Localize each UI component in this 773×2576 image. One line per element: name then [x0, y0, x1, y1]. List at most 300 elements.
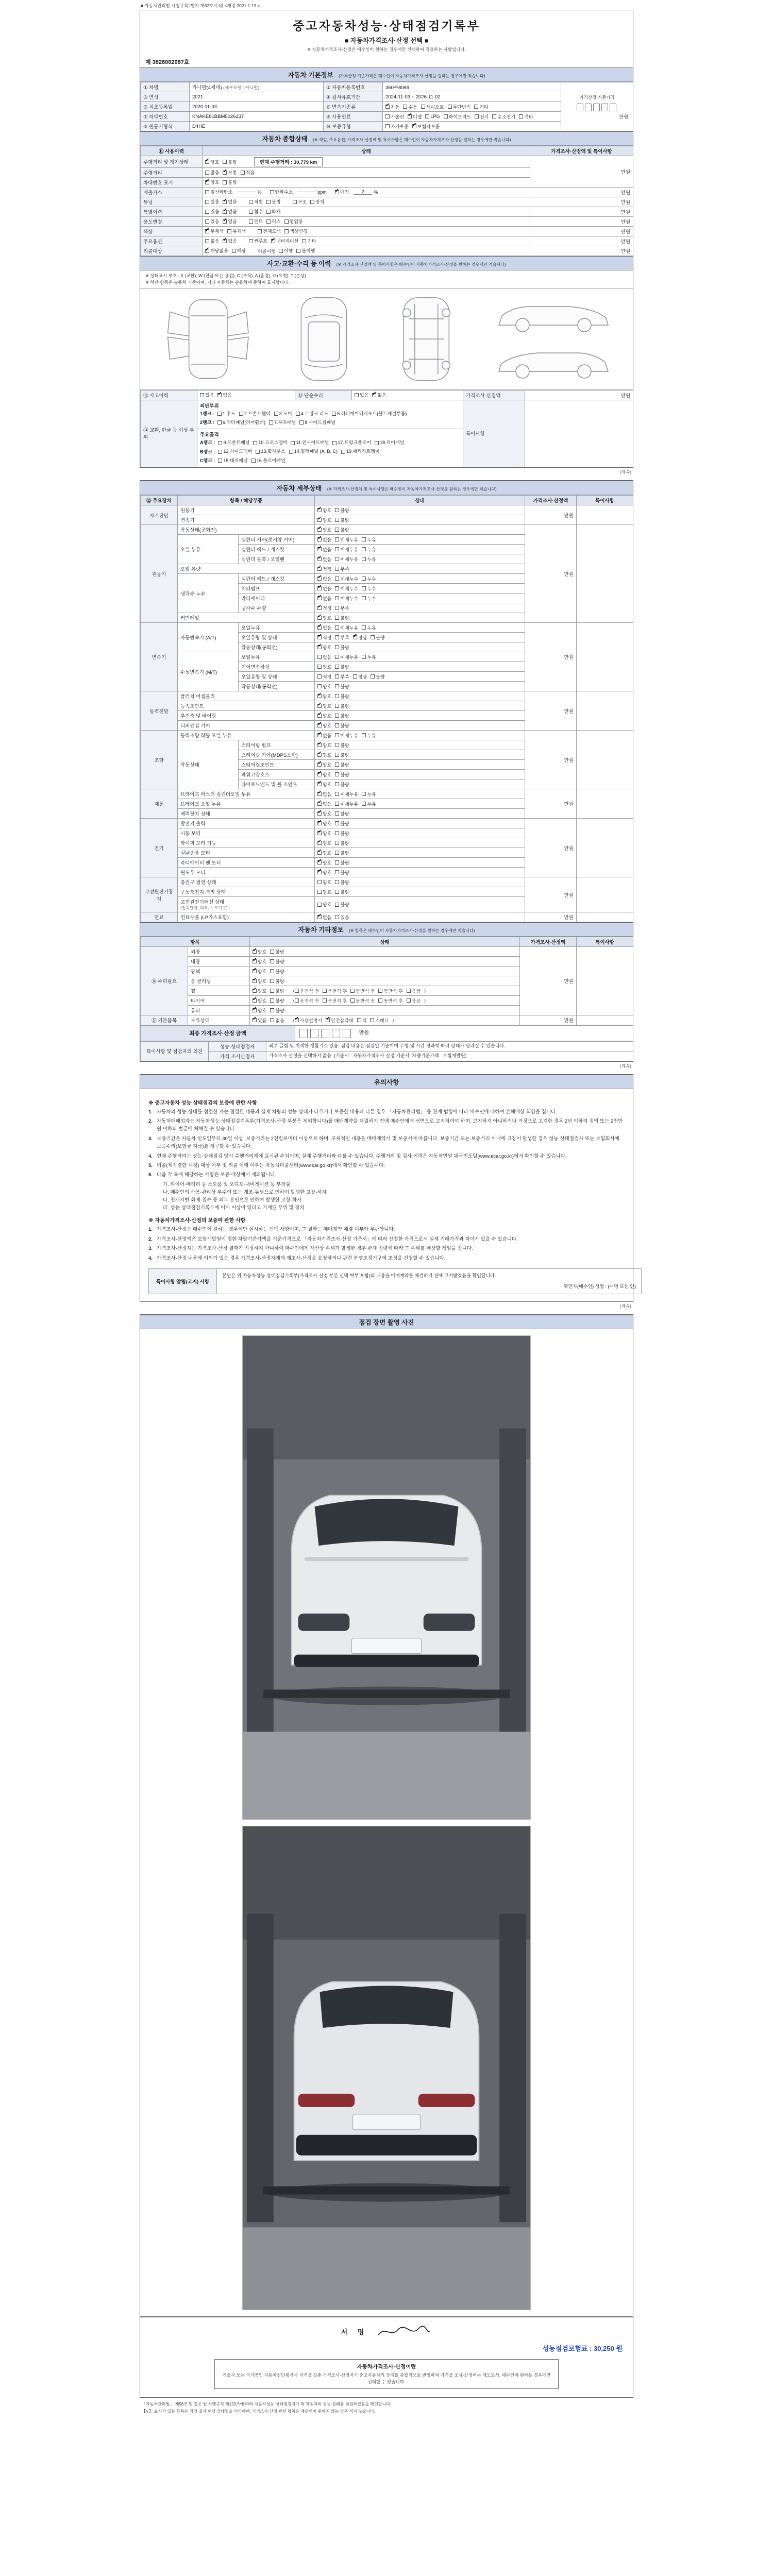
checkbox-label: 무단변속: [452, 104, 471, 110]
checkbox-empty-icon: [251, 459, 256, 463]
checkbox-label: 적정: [323, 605, 332, 611]
checkbox-label: LPG: [430, 114, 440, 119]
device-group-label: 자기진단: [141, 505, 178, 525]
photo-rear-view-on-lift: [243, 1826, 530, 2310]
status-cell: [315, 740, 525, 750]
checkbox-option: [350, 997, 375, 1004]
section-title: 점검 장면 촬영 사진: [359, 1319, 414, 1327]
note-cell: [577, 912, 633, 922]
checkbox-label: 누유: [367, 537, 376, 543]
table-row: [141, 1051, 633, 1061]
checkbox-option: [223, 218, 237, 225]
legend-line-codes: ※ 상태표시 부호 : X (교환), W (판금 또는 용접), C (부식), A (흠집), U (요철), T (손상): [145, 273, 306, 278]
checkbox-checked-icon: [317, 762, 322, 767]
checkbox-empty-icon: [355, 393, 359, 397]
checkbox-label: 매연: [340, 190, 349, 195]
checkbox-label: 불량: [340, 703, 349, 709]
price-cell: 만원: [525, 623, 577, 691]
use-history-label: 배출가스: [141, 188, 203, 197]
checkbox-empty-icon: [362, 547, 366, 551]
item-label: 추진축 및 베어링: [178, 711, 315, 721]
checkbox-checked-icon: [317, 694, 322, 698]
checkbox-option: [310, 198, 324, 205]
checkbox-option: [317, 536, 331, 543]
appraiser-role: 가격·조사산정자: [209, 1051, 266, 1061]
checkbox-empty-icon: [421, 105, 425, 109]
checkbox-option: [270, 968, 284, 975]
note-cell: [577, 623, 633, 691]
option-group: [249, 198, 284, 205]
checkbox-option: [205, 238, 219, 244]
checkbox-empty-icon: [323, 989, 327, 993]
table-row: [141, 156, 633, 168]
checkbox-checked-icon: [253, 959, 257, 963]
checkbox-label: 리스: [272, 219, 281, 225]
checkbox-label: 양호: [323, 870, 332, 875]
checkbox-empty-icon: [362, 802, 366, 806]
table-row: [141, 236, 633, 246]
option-group: [279, 247, 318, 254]
checkbox-option: [253, 988, 266, 994]
subitem-label: 기어변속장치: [239, 662, 315, 672]
signature-row: [147, 2321, 626, 2340]
checkbox-label: 있음: [210, 209, 220, 215]
checkbox-option: [200, 392, 214, 398]
checkbox-label: 양호: [323, 615, 332, 621]
checkbox-empty-icon: [335, 821, 339, 825]
checkbox-empty-icon: [223, 160, 227, 164]
checkbox-empty-icon: [270, 989, 274, 993]
checkbox-label: 없음: [323, 576, 332, 582]
checkbox-checked-icon: [317, 586, 322, 590]
checkbox-empty-icon: [296, 249, 300, 253]
checkbox-label: 없음: [323, 556, 332, 562]
table-row: [141, 819, 633, 828]
checkbox-option: [335, 189, 349, 195]
checkbox-empty-icon: [266, 200, 271, 204]
notice-item-number: 6.: [148, 1172, 153, 1178]
checkbox-option: [317, 644, 331, 651]
checkbox-option: [317, 673, 331, 680]
status-cell: [203, 156, 530, 168]
checkbox-empty-icon: [335, 753, 339, 757]
checkbox-label: 해당: [237, 248, 246, 254]
use-history-label: 용도변경: [141, 217, 203, 227]
section-title: 자동차 종합상태: [262, 135, 308, 143]
item-label: 배력장치 상태: [178, 809, 315, 819]
checkbox-checked-icon: [335, 190, 339, 194]
status-cell: [315, 897, 525, 912]
checkbox-label: 미세누유: [340, 556, 359, 562]
checkbox-option: [372, 392, 386, 398]
checkbox-label: 양호: [323, 527, 332, 533]
checkbox-checked-icon: [317, 596, 322, 600]
checkbox-label: 누수: [367, 586, 376, 591]
checkbox-label: 불량: [275, 988, 284, 994]
checkbox-checked-icon: [317, 782, 322, 786]
table-row: [141, 505, 633, 515]
checkbox-label: 양호: [258, 1008, 267, 1013]
checkbox-option: [378, 988, 402, 994]
checkbox-checked-icon: [223, 210, 227, 214]
notice-subsection-title: ※ 중고자동차 성능·상태점검의 보증에 관한 사항: [148, 1100, 257, 1106]
option-group: [205, 179, 241, 185]
notice-item: [148, 1255, 625, 1262]
table-row: [141, 197, 633, 207]
checkbox-option: [370, 1017, 389, 1024]
checkbox-label: 스패너: [375, 1018, 389, 1023]
status-cell: [203, 168, 530, 178]
checkbox-empty-icon: [378, 989, 382, 993]
status-cell: [203, 227, 530, 236]
checkbox-label: 불법: [272, 199, 281, 205]
note-cell: [577, 1015, 633, 1025]
checkbox-label: 부족: [340, 674, 349, 680]
checkbox-option: [335, 869, 349, 876]
card-notice: [140, 1074, 636, 1302]
column-header: 특이사항: [577, 937, 633, 947]
checkbox-label: 디젤: [413, 114, 422, 120]
checkbox-label: 양호: [210, 180, 220, 185]
panel-rank-line: [200, 419, 460, 427]
checkbox-empty-icon: [425, 114, 429, 118]
inspection-photo-rear: [242, 1826, 531, 2310]
checkbox-option: [317, 791, 331, 798]
checkbox-label: 불량: [340, 782, 349, 787]
emission-item: [335, 189, 378, 195]
option-group: [249, 238, 320, 244]
notice-item-number: 2.: [148, 1236, 153, 1242]
checkbox-empty-icon: [270, 950, 274, 954]
footer-note-law: 「자동차관리법」 제58조 및 같은 법 시행규칙 제120조에 따라 자동차성능·상태점검자가 위 자동차의 성능·상태를 점검하였음을 확인합니다.: [142, 2401, 392, 2406]
checkbox-empty-icon: [270, 998, 274, 1003]
checkbox-checked-icon: [317, 567, 322, 571]
appraiser-opinion-text: 가격조사·산정을 선택하지 않음. (기준서 : 자동차가격조사·산정 기준서, 차량기준가액 : 보험개발원): [266, 1051, 633, 1061]
checkbox-checked-icon: [317, 743, 322, 747]
table-row: [141, 525, 633, 535]
checkbox-option: [205, 208, 219, 215]
checkbox-option: [205, 247, 228, 254]
price-cell: 만원: [530, 217, 633, 227]
checkbox-label: 양호: [323, 889, 332, 895]
checkbox-label: 양호: [323, 879, 332, 885]
checkbox-checked-icon: [253, 1008, 257, 1012]
status-cell: [315, 633, 525, 642]
checkbox-checked-icon: [317, 528, 322, 532]
device-group-label: 변속기: [141, 623, 178, 691]
checkbox-empty-icon: [205, 200, 209, 204]
checkbox-label: 미세누수: [340, 586, 359, 591]
status-cell: [315, 912, 525, 922]
checkbox-checked-icon: [253, 969, 257, 973]
checkbox-option: [378, 997, 402, 1004]
checkbox-option: [217, 410, 236, 418]
subitem-label: 실린더 블록 / 오일팬: [239, 554, 315, 564]
status-cell: [250, 957, 520, 967]
notice-item-number: 1.: [148, 1227, 153, 1233]
note-cell: [577, 877, 633, 912]
checkbox-option: [253, 1017, 266, 1024]
rank-label: C랭크 :: [200, 457, 215, 463]
checkbox-label: 있음: [210, 219, 220, 225]
item-label: 브레이크 오일 누유: [178, 799, 315, 809]
checkbox-option: [279, 247, 293, 254]
option-group: [293, 198, 328, 205]
item-label: 내장: [188, 957, 250, 967]
item-label: 등속조인트: [178, 701, 315, 711]
car-name-cell: [190, 82, 324, 92]
status-cell: [315, 721, 525, 731]
table-row: [141, 112, 633, 122]
checkbox-option: [355, 392, 368, 398]
registration-number: 360수8069: [383, 82, 561, 92]
checkbox-option: [335, 575, 358, 582]
checkbox-empty-icon: [492, 114, 496, 118]
item-label: 변속기: [178, 515, 315, 525]
checkbox-label: 13.휠하우스: [261, 449, 285, 454]
panel-section-title: 외판부위: [200, 403, 219, 409]
checkbox-option: [335, 527, 349, 533]
etc-group-label: ⑯ 수리필요: [141, 947, 188, 1015]
amount-digit-box: [299, 1029, 308, 1038]
device-group-label: 조향: [141, 731, 178, 789]
checkbox-label: 18.리어패널: [380, 440, 405, 446]
column-header: ⑪ 사용이력: [141, 146, 203, 156]
checkbox-empty-icon: [274, 412, 278, 416]
checkbox-option: [362, 536, 376, 543]
table-row: [141, 1041, 633, 1051]
checkbox-label: 양호: [258, 959, 267, 964]
section-note: (※ 가격조사·산정액 및 특이사항은 매수인이 자동차가격조사·산정을 원하는 경우에만 적습니다): [327, 487, 497, 492]
checkbox-option: [295, 988, 319, 994]
checkbox-option: [317, 722, 331, 729]
checkbox-empty-icon: [335, 851, 339, 855]
column-header: 상태: [203, 146, 530, 156]
note-cell: [577, 789, 633, 819]
checkbox-label: 양호: [323, 860, 332, 866]
checkbox-option: [341, 448, 380, 455]
notice-item: [148, 1245, 625, 1252]
inspector-opinion-table: [140, 1041, 633, 1061]
use-history-label: 차대번호 표기: [141, 178, 203, 188]
checkbox-empty-icon: [335, 811, 339, 816]
checkbox-empty-icon: [335, 655, 339, 659]
checkbox-label: 누수: [367, 576, 376, 582]
checkbox-label: 이행: [283, 248, 293, 254]
checkbox-label: 자가보증: [391, 124, 409, 129]
checkbox-empty-icon: [217, 420, 222, 425]
signature-stroke: [375, 2324, 432, 2339]
checkbox-empty-icon: [335, 616, 339, 620]
price-cell: 만원: [530, 227, 633, 236]
checkbox-checked-icon: [253, 950, 257, 954]
option-group: [249, 208, 284, 215]
checkbox-checked-icon: [317, 547, 322, 551]
checkbox-label: 7.루프패널: [274, 419, 296, 425]
checkbox-option: [274, 410, 292, 418]
checkbox-option: [335, 624, 358, 631]
checkbox-empty-icon: [270, 1008, 274, 1012]
checkbox-option: [371, 673, 384, 680]
checkbox-empty-icon: [218, 450, 222, 454]
checkbox-label: 기타: [479, 104, 489, 110]
table-row: [141, 691, 633, 701]
checkbox-option: [335, 722, 349, 729]
disclosure-label: 특이사항 알림(고지) 사항: [149, 1268, 217, 1294]
continued-note: (계속): [619, 469, 631, 475]
option-group: [205, 238, 241, 244]
checkbox-label: 미세누유: [340, 547, 359, 552]
continued-note: (계속): [619, 1303, 631, 1309]
inspection-insurance-fee: [147, 2340, 626, 2357]
checkbox-option: [269, 419, 296, 427]
checkbox-label: 없음: [275, 1018, 284, 1023]
field-label: ③ 연식: [141, 92, 190, 102]
checkbox-option: [332, 410, 407, 418]
checkbox-label: 불량: [340, 517, 349, 523]
checkbox-label: 양호: [323, 693, 332, 699]
checkbox-empty-icon: [362, 733, 366, 737]
checkbox-label: 양호: [323, 811, 332, 817]
item-label: 시동 모터: [178, 828, 315, 838]
checkbox-label: 양호: [323, 840, 332, 846]
checkbox-option: [335, 585, 358, 592]
item-note: (접속단자, 피복, 보호기구): [180, 906, 228, 911]
checkbox-option: [335, 830, 349, 837]
notice-content: [140, 1089, 636, 1302]
table-row: [149, 1268, 642, 1294]
checkbox-label: 장치: [315, 199, 325, 205]
checkbox-option: [375, 439, 404, 447]
field-label: ② 자동차등록번호: [324, 82, 383, 92]
field-label: ④ 검사유효기간: [324, 92, 383, 102]
notice-item-number: 3.: [148, 1136, 153, 1142]
option-group: [249, 218, 307, 225]
checkbox-empty-icon: [332, 412, 336, 416]
checkbox-empty-icon: [295, 998, 299, 1003]
status-cell: [250, 967, 520, 976]
checkbox-empty-icon: [475, 114, 479, 118]
table-row: [141, 1015, 633, 1025]
item-label: 외장: [188, 947, 250, 957]
checkbox-option: [317, 742, 331, 749]
notice-item-number: 3.: [148, 1246, 153, 1252]
note-cell: [577, 691, 633, 731]
status-cell: [315, 505, 525, 515]
checkbox-option: [335, 703, 349, 709]
status-cell: [203, 188, 530, 197]
checkbox-option: [223, 179, 237, 185]
checkbox-checked-icon: [223, 200, 227, 204]
checkbox-option: [227, 228, 246, 234]
checkbox-option: [448, 104, 471, 110]
checkbox-label: 양호: [323, 831, 332, 836]
checkbox-empty-icon: [335, 528, 339, 532]
checkbox-label: 썬루프: [254, 239, 267, 244]
checkbox-option: [335, 693, 349, 700]
table-row: [141, 227, 633, 236]
checkbox-empty-icon: [341, 450, 345, 454]
checkbox-label: 있음: [228, 239, 237, 244]
item-label: 휠: [188, 986, 250, 996]
final-price-table: [140, 1025, 633, 1041]
notice-item: [148, 1171, 625, 1179]
checkbox-empty-icon: [270, 979, 274, 983]
price-cell: 만원: [525, 691, 577, 731]
checkbox-empty-icon: [519, 114, 523, 118]
checkbox-label: 해당없음: [210, 248, 228, 254]
checkbox-label: 없음: [210, 239, 220, 244]
checkbox-option: [218, 448, 252, 455]
checkbox-empty-icon: [362, 557, 366, 561]
price-cell: 만원: [525, 731, 577, 789]
checkbox-option: [407, 997, 421, 1004]
amount-digit-box: [585, 104, 592, 111]
status-cell: [203, 246, 530, 256]
status-cell: [315, 779, 525, 789]
damage-code-legend: [140, 270, 633, 289]
checkbox-option: [296, 410, 328, 418]
footer-notes: [140, 2398, 633, 2415]
section-title: 유의사항: [374, 1078, 399, 1086]
checkbox-label: 불량: [340, 840, 349, 846]
field-label: ⑫ 사고이력: [141, 390, 197, 400]
checkbox-option: [335, 781, 349, 788]
checkbox-label: 불량: [376, 635, 385, 640]
item-label: 오일 유량: [178, 564, 315, 574]
checkbox-empty-icon: [335, 782, 339, 786]
checkbox-option: [335, 889, 349, 895]
checkbox-option: [205, 159, 219, 165]
checkbox-option: [335, 901, 349, 908]
checkbox-option: [317, 713, 331, 719]
card-photos: [140, 1314, 633, 2317]
subitem-label: 라디에이터: [239, 594, 315, 603]
option-group: [205, 218, 241, 225]
checkbox-label: 보험사보증: [417, 124, 440, 129]
checkbox-checked-icon: [317, 625, 322, 630]
status-cell: [315, 623, 525, 633]
field-label: 특이사항: [463, 400, 525, 467]
page-subtitle-note: ※ 자동차가격조사·산정은 매수인이 원하는 경우에만 선택하여 적용하는 사항입니다.: [307, 47, 466, 52]
table-header-row: [141, 146, 633, 156]
column-header: 특이사항: [577, 496, 633, 505]
opinion-label: 특이사항 및 점검자의 의견: [141, 1041, 209, 1061]
page-title: 중고자동차성능·상태점검기록부: [293, 19, 480, 32]
checkbox-option: [317, 859, 331, 866]
subitem-label: 실린더 커버(로커암 커버): [239, 535, 315, 545]
checkbox-empty-icon: [335, 890, 339, 894]
checkbox-label: 6.쿼터패널(리어휀더): [222, 419, 265, 425]
checkbox-option: [223, 169, 237, 176]
item-label: 연료누출 (LP가스포함): [178, 912, 315, 922]
checkbox-label: 양호: [323, 850, 332, 856]
checkbox-empty-icon: [317, 655, 322, 659]
checkbox-label: 불량: [275, 978, 284, 984]
disclosure-sign-line: 확인자(매수인) 성명 : (서명 또는 인): [563, 1284, 636, 1290]
notice-subsection-title: ※ 자동차가격조사·산정의 보증에 관한 사항: [148, 1218, 246, 1224]
disclosure-body: [217, 1268, 642, 1294]
checkbox-option: [270, 997, 284, 1004]
table-row: [141, 92, 633, 102]
checkbox-label: 없음: [377, 393, 386, 398]
checkbox-label: 안전삼각대: [331, 1018, 354, 1023]
checkbox-label: 4.트렁크 리드: [300, 411, 329, 416]
section-note: (※ 가격조사·산정액 및 특이사항은 매수인이 자동차가격조사·산정을 원하는 경우에만 적습니다): [336, 262, 506, 267]
checkbox-label: 불량: [340, 889, 349, 895]
accident-history-table: [140, 390, 633, 468]
table-row: [141, 877, 633, 887]
